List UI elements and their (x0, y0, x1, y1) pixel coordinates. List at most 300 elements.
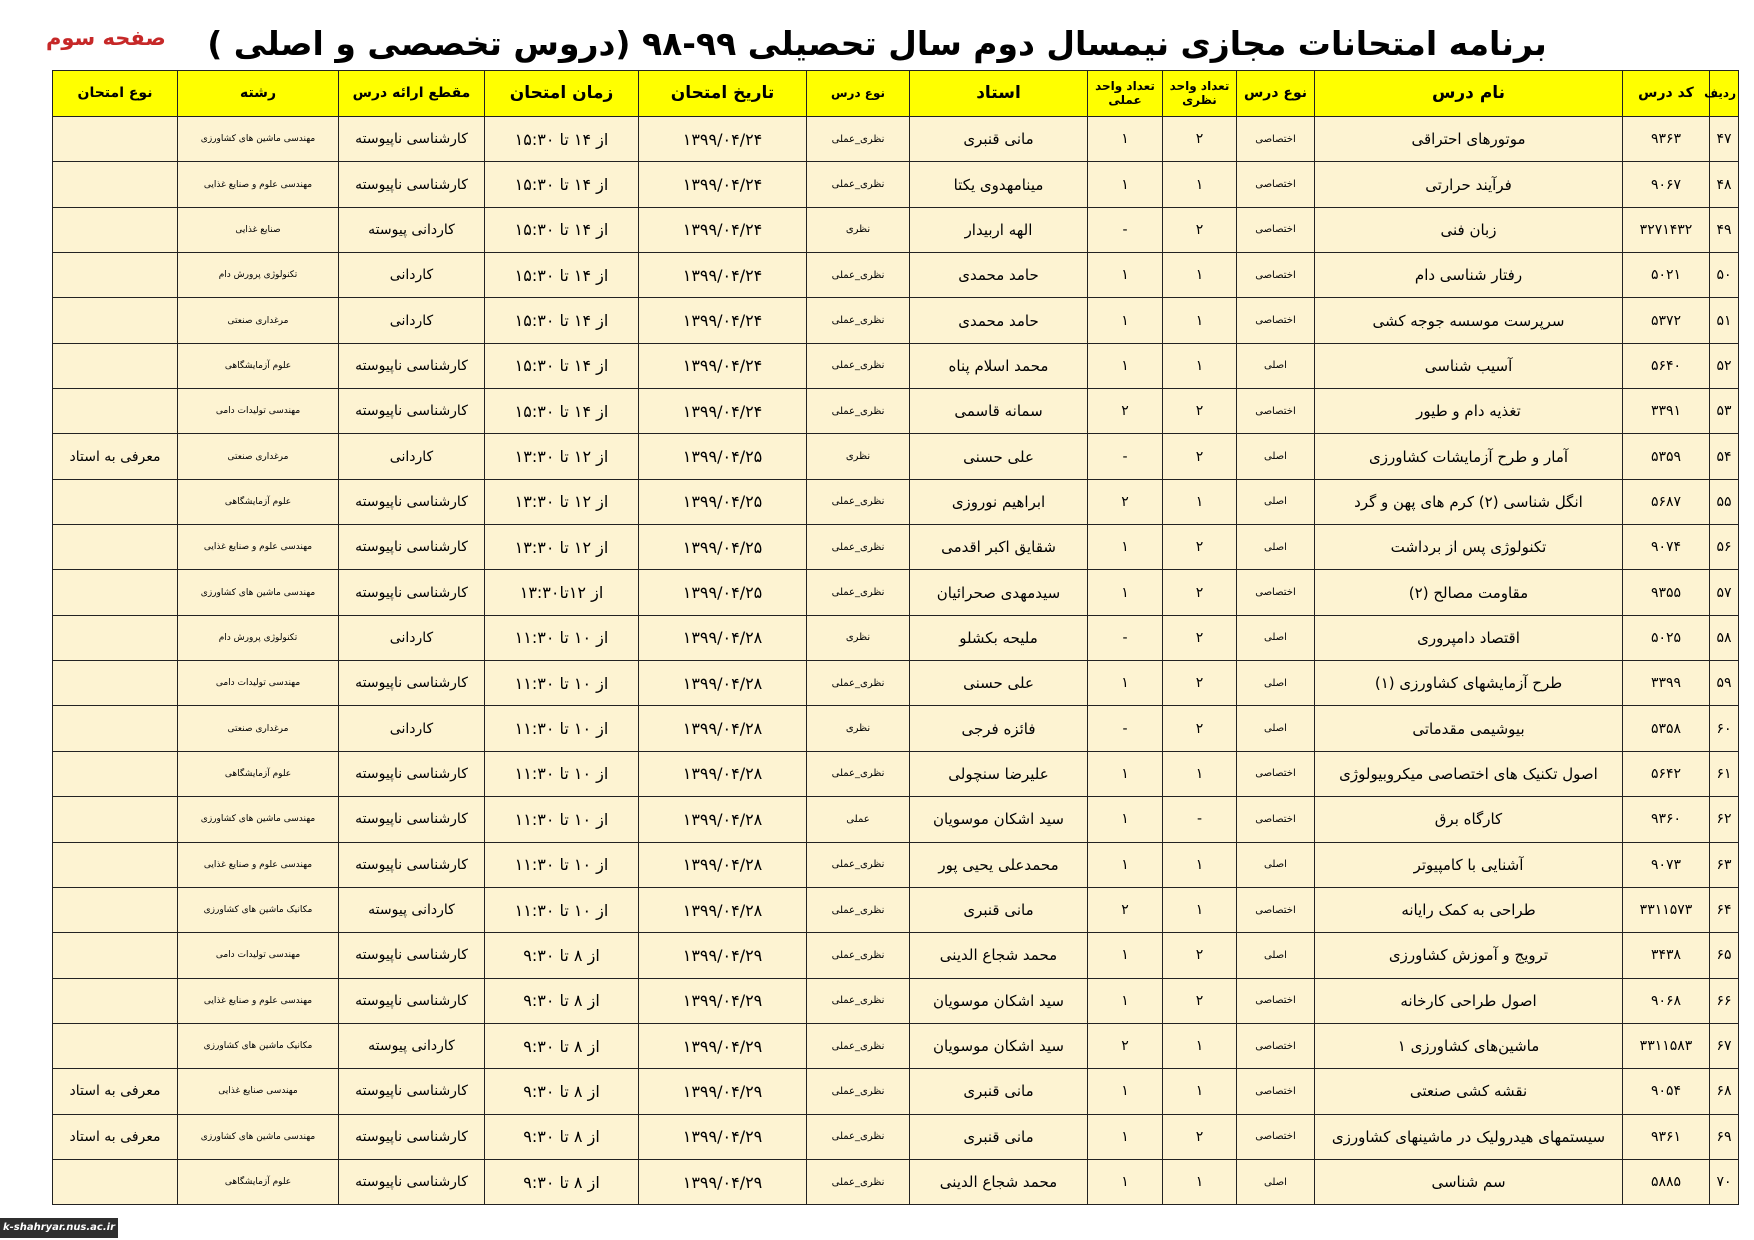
cell-instructor: ملیحه بکشلو (910, 615, 1088, 660)
cell-course-kind: نظری (807, 706, 910, 751)
cell-course-name: طرح آزمایشهای کشاورزی (۱) (1315, 661, 1623, 706)
cell-exam-type (53, 570, 178, 615)
cell-course-code: ۹۳۶۱ (1623, 1114, 1710, 1159)
cell-exam-date: ۱۳۹۹/۰۴/۲۸ (639, 887, 807, 932)
cell-course-code: ۹۰۶۷ (1623, 162, 1710, 207)
cell-exam-type (53, 797, 178, 842)
cell-course-kind: نظری_عملی (807, 479, 910, 524)
cell-course-type: اصلی (1237, 933, 1315, 978)
cell-course-kind: نظری_عملی (807, 343, 910, 388)
header-course-code: کد درس (1623, 71, 1710, 117)
cell-course-type: اختصاصی (1237, 389, 1315, 434)
cell-exam-time: از ۱۴ تا ۱۵:۳۰ (485, 253, 639, 298)
cell-course-type: اختصاصی (1237, 797, 1315, 842)
cell-practical-units: - (1088, 207, 1163, 252)
cell-instructor: مانی قنبری (910, 117, 1088, 162)
cell-theory-units: ۱ (1163, 162, 1237, 207)
table-header-row (53, 71, 1739, 117)
cell-practical-units: ۲ (1088, 887, 1163, 932)
cell-exam-time: از ۱۲ تا ۱۳:۳۰ (485, 434, 639, 479)
table-row (53, 525, 1739, 570)
cell-instructor: مانی قنبری (910, 1069, 1088, 1114)
header-exam-type: نوع امتحان (53, 71, 178, 117)
cell-exam-type (53, 842, 178, 887)
cell-major: مرغداری صنعتی (178, 434, 339, 479)
header-course-level: مقطع ارائه درس (339, 71, 485, 117)
cell-exam-type (53, 253, 178, 298)
cell-course-code: ۵۶۴۲ (1623, 751, 1710, 796)
cell-course-code: ۹۰۷۳ (1623, 842, 1710, 887)
cell-theory-units: ۱ (1163, 1023, 1237, 1068)
cell-row-number: ۴۷ (1710, 117, 1739, 162)
cell-course-code: ۳۲۷۱۴۳۲ (1623, 207, 1710, 252)
cell-major: تکنولوژی پرورش دام (178, 253, 339, 298)
cell-course-type: اختصاصی (1237, 1114, 1315, 1159)
cell-course-name: فرآیند حرارتی (1315, 162, 1623, 207)
cell-instructor: مینامهدوی یکتا (910, 162, 1088, 207)
cell-course-level: کاردانی پیوسته (339, 1023, 485, 1068)
cell-row-number: ۵۶ (1710, 525, 1739, 570)
cell-course-kind: نظری_عملی (807, 978, 910, 1023)
cell-practical-units: ۱ (1088, 797, 1163, 842)
cell-course-type: اختصاصی (1237, 1023, 1315, 1068)
cell-theory-units: ۱ (1163, 751, 1237, 796)
page-label: صفحه سوم (46, 26, 166, 50)
cell-theory-units: ۱ (1163, 479, 1237, 524)
cell-course-kind: نظری_عملی (807, 887, 910, 932)
cell-instructor: سیدمهدی صحرائیان (910, 570, 1088, 615)
header-practical-units: تعداد واحد عملی (1088, 71, 1163, 117)
cell-course-code: ۳۴۳۸ (1623, 933, 1710, 978)
table-row (53, 887, 1739, 932)
cell-exam-date: ۱۳۹۹/۰۴/۲۵ (639, 434, 807, 479)
cell-exam-type (53, 933, 178, 978)
cell-course-kind: نظری (807, 207, 910, 252)
cell-practical-units: ۱ (1088, 842, 1163, 887)
cell-course-code: ۹۰۶۸ (1623, 978, 1710, 1023)
cell-course-kind: نظری_عملی (807, 1023, 910, 1068)
table-row (53, 978, 1739, 1023)
cell-course-kind: عملی (807, 797, 910, 842)
cell-instructor: شقایق اکبر اقدمی (910, 525, 1088, 570)
cell-theory-units: - (1163, 797, 1237, 842)
cell-course-type: اصلی (1237, 661, 1315, 706)
cell-row-number: ۶۲ (1710, 797, 1739, 842)
page-title: برنامه امتحانات مجازی نیمسال دوم سال تحصیلی ۹۹-۹۸ (دروس تخصصی و اصلی ) (207, 24, 1547, 63)
exam-schedule-table (52, 70, 1739, 1205)
cell-instructor: ابراهیم نوروزی (910, 479, 1088, 524)
table-row (53, 1114, 1739, 1159)
cell-course-type: اختصاصی (1237, 162, 1315, 207)
cell-exam-time: از ۱۲ تا ۱۳:۳۰ (485, 525, 639, 570)
cell-exam-date: ۱۳۹۹/۰۴/۲۴ (639, 207, 807, 252)
cell-exam-date: ۱۳۹۹/۰۴/۲۹ (639, 1159, 807, 1204)
cell-course-kind: نظری (807, 434, 910, 479)
cell-instructor: سید اشکان موسویان (910, 797, 1088, 842)
cell-instructor: سید اشکان موسویان (910, 978, 1088, 1023)
cell-course-level: کاردانی (339, 615, 485, 660)
cell-row-number: ۵۲ (1710, 343, 1739, 388)
cell-instructor: فائزه فرجی (910, 706, 1088, 751)
cell-course-kind: نظری_عملی (807, 933, 910, 978)
cell-practical-units: ۱ (1088, 978, 1163, 1023)
cell-practical-units: ۱ (1088, 751, 1163, 796)
cell-practical-units: ۱ (1088, 933, 1163, 978)
cell-exam-date: ۱۳۹۹/۰۴/۲۵ (639, 479, 807, 524)
cell-row-number: ۵۱ (1710, 298, 1739, 343)
cell-course-type: اصلی (1237, 434, 1315, 479)
cell-course-type: اصلی (1237, 842, 1315, 887)
cell-course-name: آسیب شناسی (1315, 343, 1623, 388)
table-row (53, 343, 1739, 388)
cell-exam-time: از ۱۰ تا ۱۱:۳۰ (485, 661, 639, 706)
header-exam-date: تاریخ امتحان (639, 71, 807, 117)
cell-major: مهندسی ماشین های کشاورزی (178, 570, 339, 615)
cell-instructor: مانی قنبری (910, 887, 1088, 932)
cell-course-level: کاردانی (339, 298, 485, 343)
cell-theory-units: ۱ (1163, 343, 1237, 388)
header-course-type: نوع درس (1237, 71, 1315, 117)
cell-course-name: آشنایی با کامپیوتر (1315, 842, 1623, 887)
cell-row-number: ۵۰ (1710, 253, 1739, 298)
cell-exam-type (53, 706, 178, 751)
cell-course-type: اختصاصی (1237, 751, 1315, 796)
cell-course-level: کاردانی (339, 253, 485, 298)
cell-course-name: سیستمهای هیدرولیک در ماشینهای کشاورزی (1315, 1114, 1623, 1159)
cell-major: علوم آزمایشگاهی (178, 1159, 339, 1204)
cell-exam-type: معرفی به استاد (53, 1069, 178, 1114)
header-row-number: ردیف (1710, 71, 1739, 117)
cell-course-level: کاردانی پیوسته (339, 887, 485, 932)
cell-major: مهندسی تولیدات دامی (178, 661, 339, 706)
cell-exam-type (53, 978, 178, 1023)
table-row (53, 933, 1739, 978)
cell-theory-units: ۱ (1163, 1069, 1237, 1114)
cell-course-type: اصلی (1237, 343, 1315, 388)
cell-exam-time: از ۱۴ تا ۱۵:۳۰ (485, 207, 639, 252)
cell-course-kind: نظری_عملی (807, 1159, 910, 1204)
table-row (53, 797, 1739, 842)
table-row (53, 479, 1739, 524)
cell-course-code: ۵۳۷۲ (1623, 298, 1710, 343)
cell-practical-units: ۱ (1088, 661, 1163, 706)
cell-exam-type (53, 1159, 178, 1204)
cell-course-code: ۹۳۶۰ (1623, 797, 1710, 842)
cell-exam-time: از ۱۰ تا ۱۱:۳۰ (485, 751, 639, 796)
cell-course-name: ترویج و آموزش کشاورزی (1315, 933, 1623, 978)
table-row (53, 117, 1739, 162)
cell-exam-type (53, 389, 178, 434)
cell-exam-type (53, 661, 178, 706)
table-row (53, 661, 1739, 706)
cell-practical-units: ۱ (1088, 1114, 1163, 1159)
cell-course-level: کارشناسی ناپیوسته (339, 479, 485, 524)
table-row (53, 207, 1739, 252)
cell-course-name: سرپرست موسسه جوجه کشی (1315, 298, 1623, 343)
cell-exam-type (53, 207, 178, 252)
table-row (53, 434, 1739, 479)
cell-course-level: کارشناسی ناپیوسته (339, 933, 485, 978)
cell-row-number: ۶۰ (1710, 706, 1739, 751)
cell-exam-date: ۱۳۹۹/۰۴/۲۴ (639, 298, 807, 343)
cell-course-code: ۳۳۹۹ (1623, 661, 1710, 706)
cell-course-code: ۵۰۲۱ (1623, 253, 1710, 298)
cell-row-number: ۵۷ (1710, 570, 1739, 615)
cell-exam-type (53, 751, 178, 796)
cell-practical-units: ۱ (1088, 298, 1163, 343)
cell-course-code: ۹۰۵۴ (1623, 1069, 1710, 1114)
cell-theory-units: ۲ (1163, 1114, 1237, 1159)
cell-course-type: اختصاصی (1237, 298, 1315, 343)
cell-exam-date: ۱۳۹۹/۰۴/۲۸ (639, 615, 807, 660)
cell-major: تکنولوژی پرورش دام (178, 615, 339, 660)
cell-course-code: ۹۳۵۵ (1623, 570, 1710, 615)
cell-theory-units: ۱ (1163, 842, 1237, 887)
table-row (53, 389, 1739, 434)
cell-exam-date: ۱۳۹۹/۰۴/۲۸ (639, 661, 807, 706)
cell-row-number: ۵۸ (1710, 615, 1739, 660)
cell-row-number: ۵۳ (1710, 389, 1739, 434)
cell-course-code: ۵۶۴۰ (1623, 343, 1710, 388)
cell-major: مرغداری صنعتی (178, 706, 339, 751)
cell-course-level: کارشناسی ناپیوسته (339, 162, 485, 207)
cell-exam-type (53, 887, 178, 932)
cell-course-level: کاردانی پیوسته (339, 207, 485, 252)
cell-row-number: ۶۷ (1710, 1023, 1739, 1068)
cell-course-level: کاردانی (339, 706, 485, 751)
cell-exam-type (53, 525, 178, 570)
cell-instructor: سید اشکان موسویان (910, 1023, 1088, 1068)
cell-course-level: کارشناسی ناپیوسته (339, 1069, 485, 1114)
cell-course-kind: نظری_عملی (807, 842, 910, 887)
cell-major: مهندسی ماشین های کشاورزی (178, 1114, 339, 1159)
cell-instructor: حامد محمدی (910, 253, 1088, 298)
cell-practical-units: ۱ (1088, 343, 1163, 388)
header-course-kind: نوع درس (807, 71, 910, 117)
cell-major: صنایع غذایی (178, 207, 339, 252)
table-row (53, 706, 1739, 751)
cell-exam-time: از ۸ تا ۹:۳۰ (485, 1114, 639, 1159)
cell-course-type: اصلی (1237, 1159, 1315, 1204)
cell-course-type: اصلی (1237, 479, 1315, 524)
cell-course-type: اختصاصی (1237, 887, 1315, 932)
cell-exam-date: ۱۳۹۹/۰۴/۲۹ (639, 933, 807, 978)
header-major: رشته (178, 71, 339, 117)
cell-exam-time: از ۱۴ تا ۱۵:۳۰ (485, 298, 639, 343)
cell-theory-units: ۲ (1163, 570, 1237, 615)
cell-practical-units: - (1088, 615, 1163, 660)
cell-practical-units: ۲ (1088, 1023, 1163, 1068)
cell-major: مهندسی علوم و صنایع غذایی (178, 162, 339, 207)
cell-exam-time: از ۸ تا ۹:۳۰ (485, 1023, 639, 1068)
cell-instructor: علی حسنی (910, 661, 1088, 706)
cell-row-number: ۵۴ (1710, 434, 1739, 479)
cell-exam-date: ۱۳۹۹/۰۴/۲۵ (639, 525, 807, 570)
cell-exam-date: ۱۳۹۹/۰۴/۲۸ (639, 706, 807, 751)
cell-course-kind: نظری_عملی (807, 1114, 910, 1159)
table-row (53, 1023, 1739, 1068)
cell-exam-time: از ۱۲ تا ۱۳:۳۰ (485, 479, 639, 524)
cell-course-level: کارشناسی ناپیوسته (339, 751, 485, 796)
cell-theory-units: ۲ (1163, 434, 1237, 479)
cell-theory-units: ۲ (1163, 933, 1237, 978)
cell-exam-time: از ۱۴ تا ۱۵:۳۰ (485, 343, 639, 388)
cell-theory-units: ۱ (1163, 1159, 1237, 1204)
cell-row-number: ۶۸ (1710, 1069, 1739, 1114)
cell-course-name: مقاومت مصالح (۲) (1315, 570, 1623, 615)
cell-course-type: اختصاصی (1237, 570, 1315, 615)
cell-exam-date: ۱۳۹۹/۰۴/۲۴ (639, 162, 807, 207)
cell-exam-time: از ۱۰ تا ۱۱:۳۰ (485, 797, 639, 842)
cell-major: مهندسی تولیدات دامی (178, 933, 339, 978)
cell-row-number: ۶۱ (1710, 751, 1739, 796)
cell-exam-time: از ۱۴ تا ۱۵:۳۰ (485, 162, 639, 207)
cell-course-kind: نظری_عملی (807, 389, 910, 434)
cell-row-number: ۶۶ (1710, 978, 1739, 1023)
cell-course-kind: نظری_عملی (807, 162, 910, 207)
cell-exam-time: از ۱۰ تا ۱۱:۳۰ (485, 706, 639, 751)
cell-practical-units: - (1088, 434, 1163, 479)
cell-exam-date: ۱۳۹۹/۰۴/۲۹ (639, 978, 807, 1023)
cell-row-number: ۵۵ (1710, 479, 1739, 524)
cell-practical-units: ۱ (1088, 253, 1163, 298)
cell-practical-units: ۱ (1088, 1069, 1163, 1114)
cell-exam-type (53, 162, 178, 207)
table-row (53, 1159, 1739, 1204)
table-row (53, 615, 1739, 660)
cell-instructor: حامد محمدی (910, 298, 1088, 343)
cell-exam-type (53, 298, 178, 343)
cell-course-type: اختصاصی (1237, 978, 1315, 1023)
table-row (53, 162, 1739, 207)
cell-exam-date: ۱۳۹۹/۰۴/۲۴ (639, 389, 807, 434)
cell-course-level: کارشناسی ناپیوسته (339, 389, 485, 434)
cell-course-code: ۵۸۸۵ (1623, 1159, 1710, 1204)
cell-major: مکانیک ماشین های کشاورزی (178, 1023, 339, 1068)
cell-course-kind: نظری_عملی (807, 570, 910, 615)
cell-exam-type (53, 117, 178, 162)
cell-course-name: اصول تکنیک های اختصاصی میکروبیولوژی (1315, 751, 1623, 796)
cell-exam-date: ۱۳۹۹/۰۴/۲۹ (639, 1069, 807, 1114)
cell-course-level: کارشناسی ناپیوسته (339, 661, 485, 706)
cell-instructor: علیرضا سنچولی (910, 751, 1088, 796)
cell-major: مهندسی تولیدات دامی (178, 389, 339, 434)
cell-theory-units: ۲ (1163, 615, 1237, 660)
cell-course-name: موتورهای احتراقی (1315, 117, 1623, 162)
cell-exam-time: از ۱۰ تا ۱۱:۳۰ (485, 887, 639, 932)
cell-course-name: انگل شناسی (۲) کرم های پهن و گرد (1315, 479, 1623, 524)
cell-exam-time: از ۱۲تا۱۳:۳۰ (485, 570, 639, 615)
cell-course-name: تکنولوژی پس از برداشت (1315, 525, 1623, 570)
cell-course-level: کاردانی (339, 434, 485, 479)
cell-course-level: کارشناسی ناپیوسته (339, 842, 485, 887)
cell-theory-units: ۲ (1163, 525, 1237, 570)
cell-instructor: سمانه قاسمی (910, 389, 1088, 434)
cell-major: مکانیک ماشین های کشاورزی (178, 887, 339, 932)
cell-course-type: اختصاصی (1237, 207, 1315, 252)
cell-course-code: ۵۰۲۵ (1623, 615, 1710, 660)
cell-exam-date: ۱۳۹۹/۰۴/۲۴ (639, 253, 807, 298)
cell-exam-time: از ۸ تا ۹:۳۰ (485, 933, 639, 978)
cell-exam-date: ۱۳۹۹/۰۴/۲۹ (639, 1114, 807, 1159)
cell-exam-date: ۱۳۹۹/۰۴/۲۴ (639, 117, 807, 162)
cell-exam-time: از ۸ تا ۹:۳۰ (485, 1159, 639, 1204)
cell-practical-units: ۲ (1088, 479, 1163, 524)
cell-major: مهندسی ماشین های کشاورزی (178, 117, 339, 162)
cell-major: علوم آزمایشگاهی (178, 343, 339, 388)
cell-exam-time: از ۱۴ تا ۱۵:۳۰ (485, 389, 639, 434)
header-instructor: استاد (910, 71, 1088, 117)
cell-major: مهندسی ماشین های کشاورزی (178, 797, 339, 842)
cell-course-type: اصلی (1237, 615, 1315, 660)
cell-exam-date: ۱۳۹۹/۰۴/۲۸ (639, 842, 807, 887)
cell-course-name: رفتار شناسی دام (1315, 253, 1623, 298)
cell-course-name: اصول طراحی کارخانه (1315, 978, 1623, 1023)
cell-row-number: ۶۳ (1710, 842, 1739, 887)
cell-instructor: محمد شجاع الدینی (910, 933, 1088, 978)
cell-instructor: محمد اسلام پناه (910, 343, 1088, 388)
cell-course-level: کارشناسی ناپیوسته (339, 1114, 485, 1159)
cell-course-kind: نظری_عملی (807, 253, 910, 298)
cell-exam-date: ۱۳۹۹/۰۴/۲۵ (639, 570, 807, 615)
cell-practical-units: ۱ (1088, 1159, 1163, 1204)
cell-row-number: ۶۹ (1710, 1114, 1739, 1159)
cell-practical-units: ۱ (1088, 525, 1163, 570)
cell-course-kind: نظری_عملی (807, 117, 910, 162)
cell-exam-type: معرفی به استاد (53, 1114, 178, 1159)
cell-major: مهندسی علوم و صنایع غذایی (178, 978, 339, 1023)
cell-theory-units: ۲ (1163, 117, 1237, 162)
cell-major: مهندسی علوم و صنایع غذایی (178, 525, 339, 570)
table-row (53, 751, 1739, 796)
cell-exam-type (53, 343, 178, 388)
cell-course-name: آمار و طرح آزمایشات کشاورزی (1315, 434, 1623, 479)
cell-exam-date: ۱۳۹۹/۰۴/۲۸ (639, 797, 807, 842)
cell-row-number: ۷۰ (1710, 1159, 1739, 1204)
cell-major: علوم آزمایشگاهی (178, 479, 339, 524)
cell-row-number: ۶۴ (1710, 887, 1739, 932)
header-theory-units: تعداد واحد نظری (1163, 71, 1237, 117)
table-row (53, 298, 1739, 343)
cell-exam-time: از ۸ تا ۹:۳۰ (485, 978, 639, 1023)
cell-theory-units: ۱ (1163, 298, 1237, 343)
cell-course-code: ۵۳۵۹ (1623, 434, 1710, 479)
cell-course-type: اصلی (1237, 525, 1315, 570)
cell-exam-time: از ۱۰ تا ۱۱:۳۰ (485, 615, 639, 660)
cell-exam-time: از ۸ تا ۹:۳۰ (485, 1069, 639, 1114)
table-row (53, 842, 1739, 887)
cell-course-level: کارشناسی ناپیوسته (339, 570, 485, 615)
cell-row-number: ۶۵ (1710, 933, 1739, 978)
cell-course-type: اختصاصی (1237, 1069, 1315, 1114)
table-row (53, 253, 1739, 298)
cell-theory-units: ۲ (1163, 978, 1237, 1023)
cell-course-kind: نظری_عملی (807, 1069, 910, 1114)
cell-course-code: ۹۳۶۳ (1623, 117, 1710, 162)
cell-instructor: محمدعلی یحیی پور (910, 842, 1088, 887)
cell-course-name: طراحی به کمک رایانه (1315, 887, 1623, 932)
cell-course-code: ۳۳۹۱ (1623, 389, 1710, 434)
cell-practical-units: ۱ (1088, 117, 1163, 162)
cell-exam-type (53, 615, 178, 660)
cell-theory-units: ۲ (1163, 207, 1237, 252)
cell-theory-units: ۲ (1163, 706, 1237, 751)
cell-course-code: ۳۳۱۱۵۸۳ (1623, 1023, 1710, 1068)
cell-exam-date: ۱۳۹۹/۰۴/۲۸ (639, 751, 807, 796)
cell-course-code: ۵۶۸۷ (1623, 479, 1710, 524)
cell-theory-units: ۲ (1163, 661, 1237, 706)
table-row (53, 570, 1739, 615)
